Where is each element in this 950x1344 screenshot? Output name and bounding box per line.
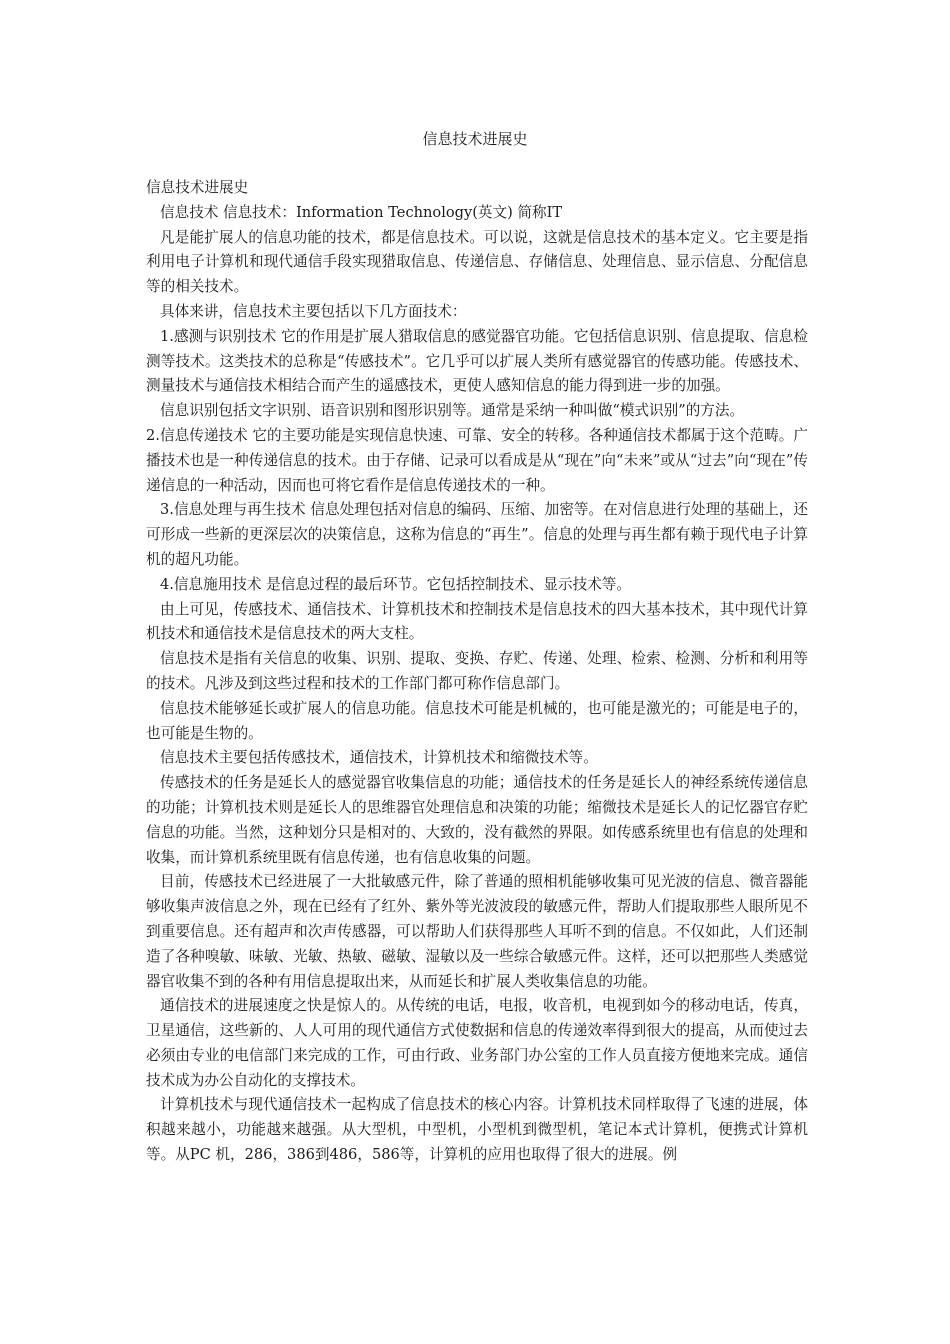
body-paragraph: 由上可见，传感技术、通信技术、计算机技术和控制技术是信息技术的四大基本技术，其中现代计算机技术和通信技术是信息技术的两大支柱。 bbox=[146, 600, 808, 643]
body-paragraph: 凡是能扩展人的信息功能的技术，都是信息技术。可以说，这就是信息技术的基本定义。它主要是指利用电子计算机和现代通信手段实现猎取信息、传递信息、存储信息、处理信息、显示信息、分配信息等的相关技术。 bbox=[146, 228, 808, 296]
body-paragraph: 信息技术进展史 bbox=[146, 179, 249, 196]
document-body bbox=[146, 176, 808, 1168]
body-paragraph: 信息技术 信息技术：Information Technology(英文) 简称IT bbox=[160, 203, 563, 221]
body-paragraph: 信息技术是指有关信息的收集、识别、提取、变换、存贮、传递、处理、检索、检测、分析和利用等的技术。凡涉及到这些过程和技术的工作部门都可称作信息部门。 bbox=[146, 650, 808, 692]
body-paragraph: 具体来讲，信息技术主要包括以下几方面技术： bbox=[160, 302, 467, 320]
document-title: 信息技术进展史 bbox=[422, 130, 528, 148]
body-paragraph: 信息识别包括文字识别、语音识别和图形识别等。通常是采纳一种叫做“模式识别”的方法。 bbox=[160, 402, 745, 420]
body-paragraph: 信息技术主要包括传感技术，通信技术，计算机技术和缩微技术等。 bbox=[160, 749, 598, 767]
body-paragraph: 1.感测与识别技术 它的作用是扩展人猎取信息的感觉器官功能。它包括信息识别、信息提取、信息检测等技术。这类技术的总称是“传感技术”。它几乎可以扩展人类所有感觉器官的传感功能。传感技术、测量技术与通信技术相结合而产生的遥感技术，更使人感知信息的能力得到进一步的加强。 bbox=[146, 327, 808, 395]
body-paragraph: 3.信息处理与再生技术 信息处理包括对信息的编码、压缩、加密等。在对信息进行处理的基础上，还可形成一些新的更深层次的决策信息，这称为信息的“再生”。信息的处理与再生都有赖于现代电子计算机的超凡功能。 bbox=[146, 501, 808, 568]
body-paragraph: 2.信息传递技术 它的主要功能是实现信息快速、可靠、安全的转移。各种通信技术都属于这个范畴。广播技术也是一种传递信息的技术。由于存储、记录可以看成是从“现在”向“未来”或从“过去”向“现在”传递信息的一种活动，因而也可将它看作是信息传递技术的一种。 bbox=[146, 426, 808, 494]
body-paragraph: 传感技术的任务是延长人的感觉器官收集信息的功能；通信技术的任务是延长人的神经系统传递信息的功能；计算机技术则是延长人的思维器官处理信息和决策的功能；缩微技术是延长人的记忆器官存贮信息的功能。当然，这种划分只是相对的、大致的，没有截然的界限。如传感系统里也有信息的处理和收集，而计算机系统里既有信息传递，也有信息收集的问题。 bbox=[146, 774, 808, 866]
body-paragraph: 通信技术的进展速度之快是惊人的。从传统的电话，电报，收音机，电视到如今的移动电话，传真，卫星通信，这些新的、人人可用的现代通信方式使数据和信息的传递效率得到很大的提高，从而使过去必须由专业的电信部门来完成的工作，可由行政、业务部门办公室的工作人员直接方便地来完成。通信技术成为办公自动化的支撑技术。 bbox=[146, 997, 808, 1089]
body-paragraph: 目前，传感技术已经进展了一大批敏感元件，除了普通的照相机能够收集可见光波的信息、微音器能够收集声波信息之外，现在已经有了红外、紫外等光波波段的敏感元件，帮助人们提取那些人眼所见不到重要信息。还有超声和次声传感器，可以帮助人们获得那些人耳听不到的信息。不仅如此，人们还制造了各种嗅敏、味敏、光敏、热敏、磁敏、湿敏以及一些综合敏感元件。这样，还可以把那些人类感觉器官收集不到的各种有用信息提取出来，从而延长和扩展人类收集信息的功能。 bbox=[146, 873, 808, 990]
body-paragraph: 4.信息施用技术 是信息过程的最后环节。它包括控制技术、显示技术等。 bbox=[160, 575, 631, 593]
body-paragraph: 计算机技术与现代通信技术一起构成了信息技术的核心内容。计算机技术同样取得了飞速的进展，体积越来越小，功能越来越强。从大型机，中型机，小型机到微型机，笔记本式计算机，便携式计算机等。从PC 机，286，386到486，586等，计算机的应用也取得了很大的进展。例 bbox=[146, 1096, 808, 1164]
body-paragraph: 信息技术能够延长或扩展人的信息功能。信息技术可能是机械的，也可能是激光的；可能是电子的，也可能是生物的。 bbox=[146, 699, 808, 742]
